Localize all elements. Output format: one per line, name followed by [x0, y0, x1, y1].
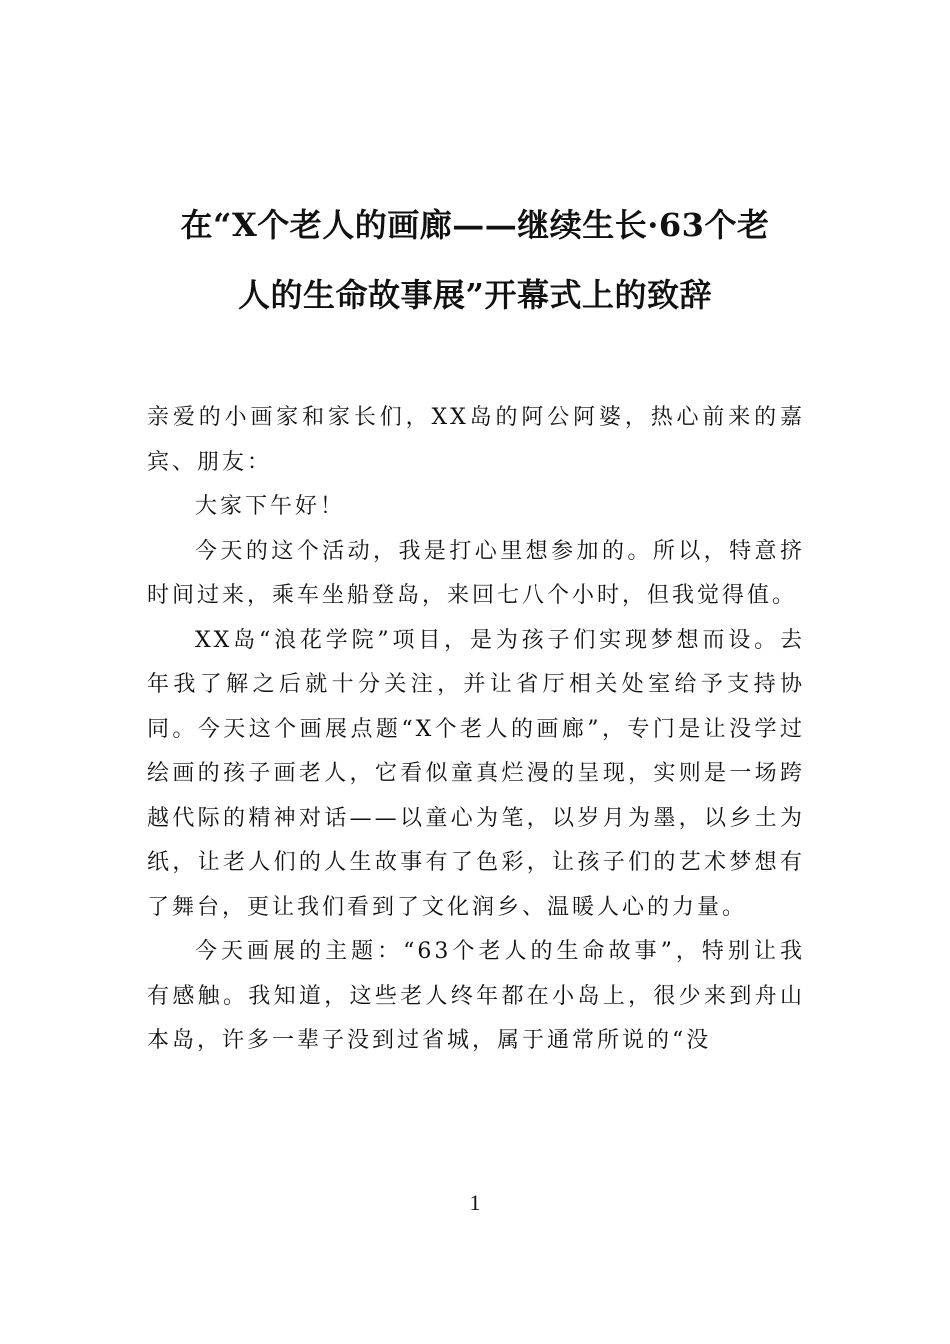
body-paragraph: 今天的这个活动，我是打心里想参加的。所以，特意挤时间过来，乘车坐船登岛，来回七八个小时，但我觉得值。 [147, 538, 805, 608]
document-body [147, 396, 805, 1064]
title-line-2: 人的生命故事展”开幕式上的致辞 [238, 276, 712, 314]
title-line-1: 在“X个老人的画廊——继续生长·63个老 [180, 206, 770, 244]
greeting-paragraph: 大家下午好！ [195, 494, 346, 519]
page-number: 1 [469, 1190, 481, 1215]
document-title [120, 190, 830, 330]
body-paragraph: 今天画展的主题：“63个老人的生命故事”，特别让我有感触。我知道，这些老人终年都在小岛上，很少来到舟山本岛，许多一辈子没到过省城，属于通常所说的“没 [147, 939, 805, 1053]
salutation: 亲爱的小画家和家长们，XX岛的阿公阿婆，热心前来的嘉宾、朋友： [147, 405, 805, 475]
body-paragraph: XX岛“浪花学院”项目，是为孩子们实现梦想而设。去年我了解之后就十分关注，并让省厅相关处室给予支持协同。今天这个画展点题“X个老人的画廊”，专门是让没学过绘画的孩子画老人，它看似童真烂漫的呈现，实则是一场跨越代际的精神对话——以童心为笔，以岁月为墨，以乡土为纸，让老人们的人生故事有了色彩，让孩子们的艺术梦想有了舞台，更让我们看到了文化润乡、温暖人心的力量。 [147, 627, 805, 920]
